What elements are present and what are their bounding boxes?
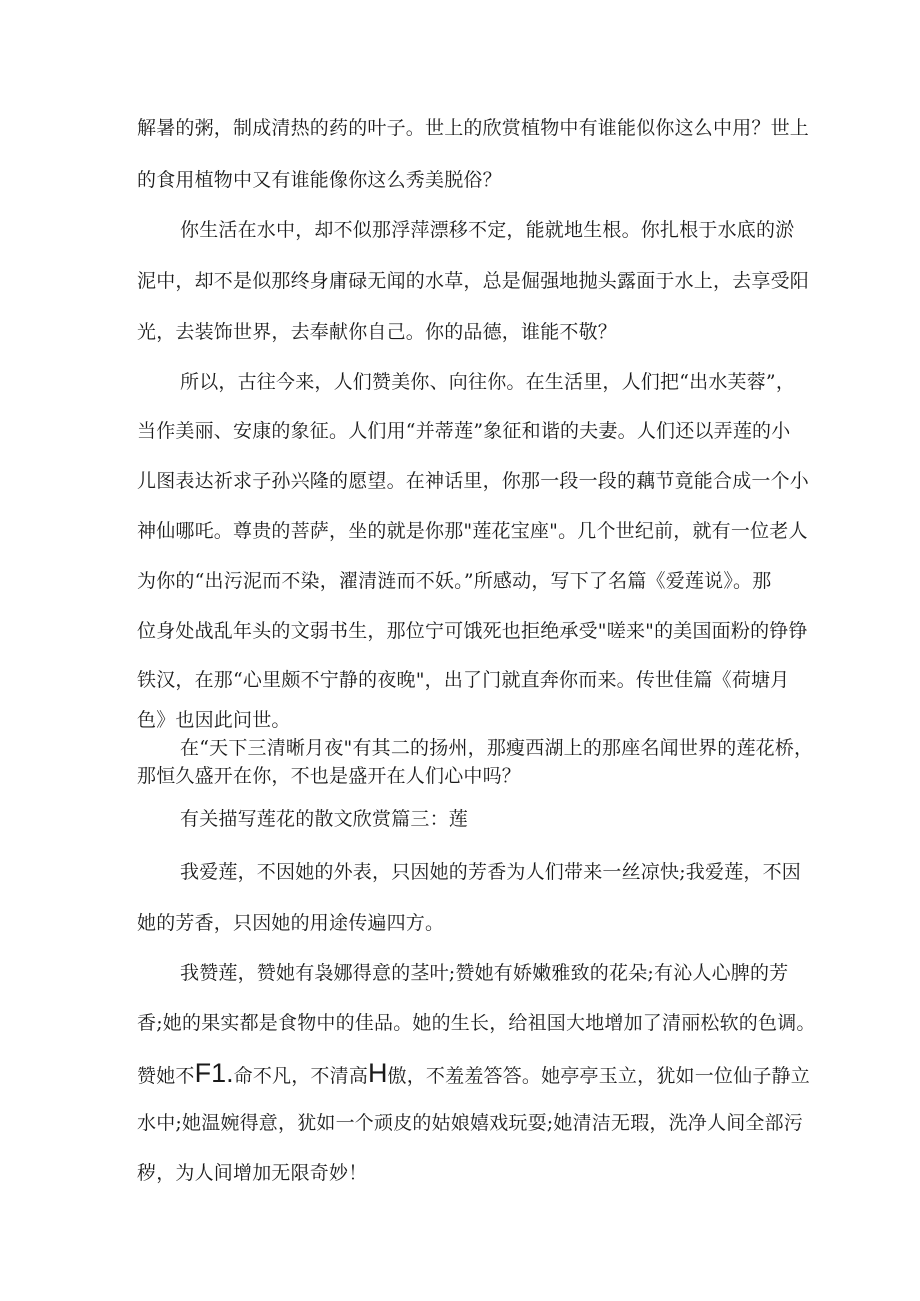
text-line-15: 那恒久盛开在你，不也是盛开在人们心中吗？ xyxy=(137,765,522,787)
text-line-14: 在“天下三清晰月夜"有其二的扬州，那瘦西湖上的那座名闻世界的莲花桥， xyxy=(180,737,814,759)
text-line-10: 为你的“出污泥而不染，濯清涟而不妖。”所感动，写下了名篇《爱莲说》。那 xyxy=(137,570,772,592)
text-line-23: 秽，为人间增加无限奇妙！ xyxy=(137,1162,368,1184)
text-line-6: 所以，古往今来，人们赞美你、向往你。在生活里，人们把“出水芙蓉”， xyxy=(180,371,796,393)
text-line-19: 我赞莲，赞她有袅娜得意的茎叶;赞她有娇嫩雅致的花朵;有沁人心脾的芳 xyxy=(180,962,789,984)
text-line-17: 我爱莲，不因她的外表，只因她的芳香为人们带来一丝凉快;我爱莲，不因 xyxy=(180,861,802,883)
section-heading: 有关描写莲花的散文欣赏篇三：莲 xyxy=(180,808,469,830)
text-line-11: 位身处战乱年头的文弱书生，那位宁可饿死也拒绝承受"嗟来"的美国面粉的铮铮 xyxy=(137,620,808,642)
text-line-8: 儿图表达祈求子孙兴隆的愿望。在神话里，你那一段一段的藕节竟能合成一个小 xyxy=(137,470,810,492)
ocr-artifact-text: H xyxy=(368,1058,388,1088)
text-line-4: 泥中，却不是似那终身庸碌无闻的水草，总是倔强地抛头露面于水上，去享受阳 xyxy=(137,270,810,292)
text-line-7: 当作美丽、安康的象征。人们用“并蒂莲”象征和谐的夫妻。人们还以弄莲的小 xyxy=(137,420,791,442)
text-line-20: 香;她的果实都是食物中的佳品。她的生长，给祖国大地增加了清丽松软的色调。 xyxy=(137,1012,816,1034)
text-line-22: 水中;她温婉得意，犹如一个顽皮的姑娘嬉戏玩耍;她清洁无瑕，洗净人间全部污 xyxy=(137,1112,804,1134)
text-segment: 傲，不羞羞答答。她亭亭玉立，犹如一位仙子静立 xyxy=(387,1065,810,1087)
text-line-1: 解暑的粥，制成清热的药的叶子。世上的欣赏植物中有谁能似你这么中用？世上 xyxy=(137,117,810,139)
text-line-13: 色》也因此问世。 xyxy=(137,709,291,731)
text-line-3: 你生活在水中，却不似那浮萍漂移不定，能就地生根。你扎根于水底的淤 xyxy=(180,219,795,241)
text-segment: 命不凡，不清高 xyxy=(233,1065,369,1087)
text-line-5: 光，去装饰世界，去奉献你自己。你的品德，谁能不敬？ xyxy=(137,321,618,343)
text-line-9: 神仙哪吒。尊贵的菩萨，坐的就是你那"莲花宝座"。几个世纪前，就有一位老人 xyxy=(137,520,808,542)
text-segment: 赞她不 xyxy=(137,1065,195,1087)
text-line-18: 她的芳香，只因她的用途传遍四方。 xyxy=(137,912,445,934)
text-line-21 xyxy=(137,1060,810,1089)
text-line-12: 铁汉，在那“心里颇不宁静的夜晚"，出了门就直奔你而来。传世佳篇《荷塘月 xyxy=(137,669,790,691)
text-line-2: 的食用植物中又有谁能像你这么秀美脱俗？ xyxy=(137,169,502,191)
ocr-artifact-text: F1. xyxy=(194,1058,234,1088)
